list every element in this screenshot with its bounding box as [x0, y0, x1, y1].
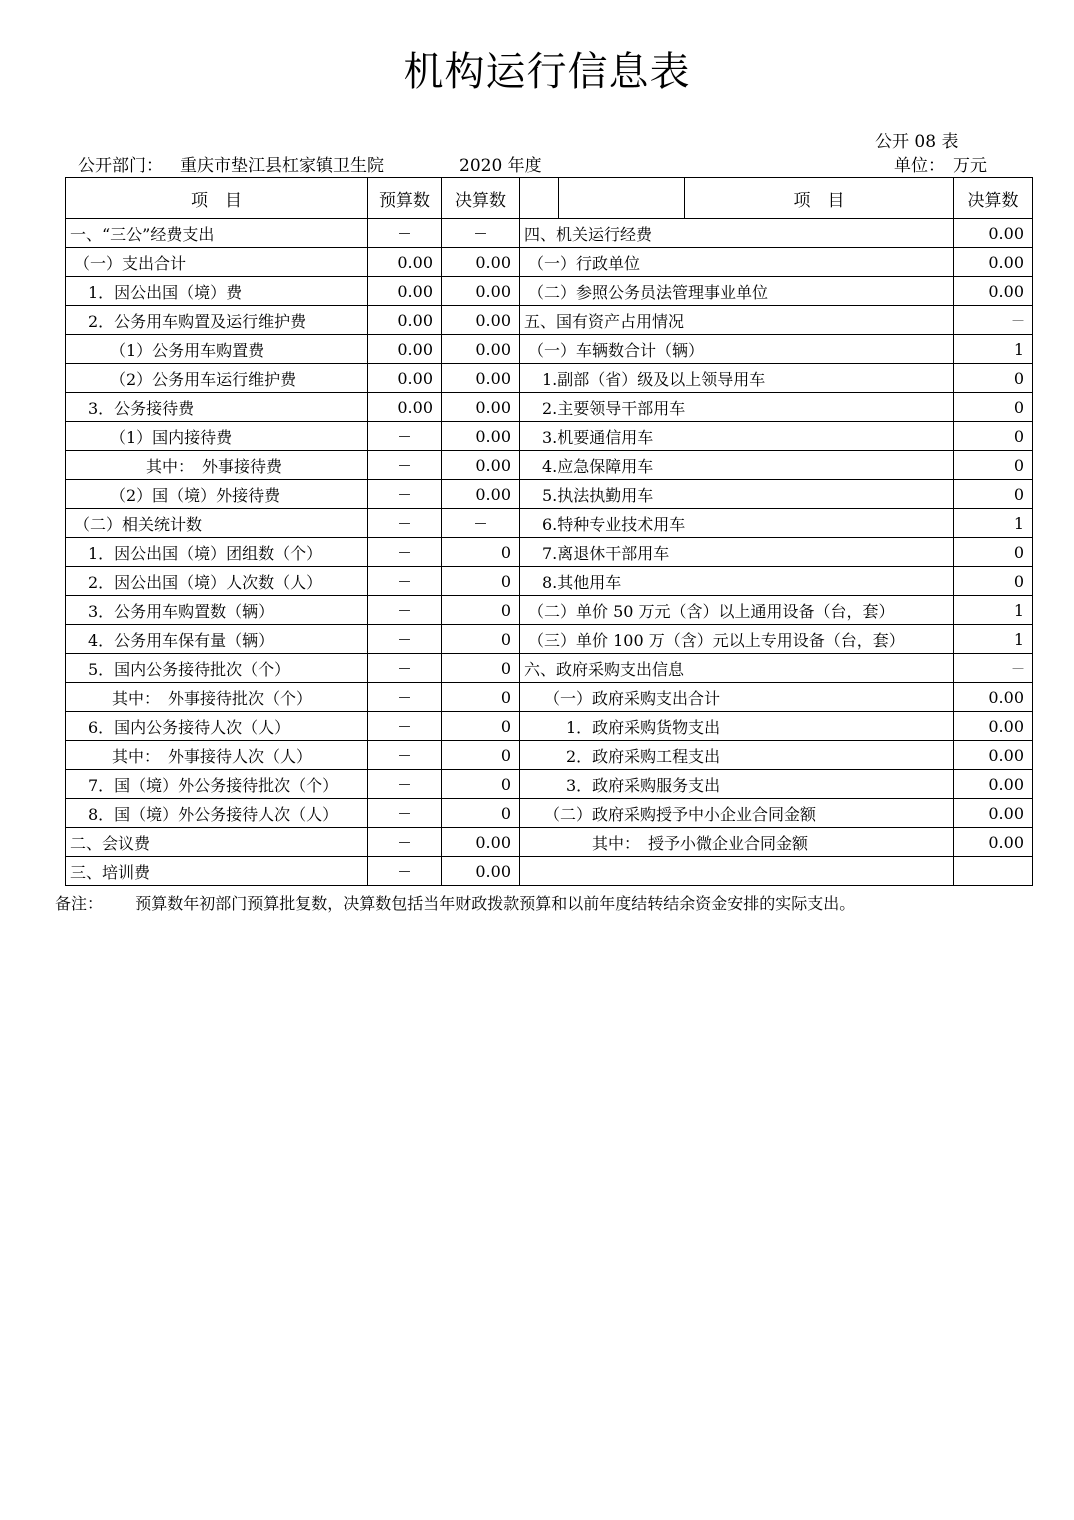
table-row	[66, 422, 1033, 451]
right-final-value: 0.00	[954, 741, 1033, 770]
left-budget-value: 0.00	[368, 248, 442, 277]
left-final-value: 0	[442, 770, 520, 799]
header-blank-a	[520, 178, 559, 219]
right-item-label: 4.应急保障用车	[520, 451, 954, 480]
dept-label: 公开部门：	[78, 156, 163, 176]
right-final-value: 0	[954, 393, 1033, 422]
left-final-value: —	[442, 509, 520, 538]
table-row	[66, 306, 1033, 335]
right-final-value	[954, 857, 1033, 886]
left-budget-value: —	[368, 625, 442, 654]
right-item-label: （三）单价 100 万（含）元以上专用设备（台，套）	[520, 625, 954, 654]
left-final-value: 0	[442, 538, 520, 567]
unit-value: 万元	[953, 156, 987, 176]
right-final-value: 0.00	[954, 828, 1033, 857]
left-item-label: 三、培训费	[66, 857, 368, 886]
header-blank-b	[559, 178, 685, 219]
table-row	[66, 509, 1033, 538]
left-budget-value: —	[368, 509, 442, 538]
right-item-label: 2.主要领导干部用车	[520, 393, 954, 422]
left-budget-value: —	[368, 538, 442, 567]
remark	[55, 891, 855, 914]
left-final-value: 0	[442, 625, 520, 654]
left-final-value: —	[442, 219, 520, 248]
right-item-label: 五、国有资产占用情况	[520, 306, 954, 335]
left-item-label: （一）支出合计	[66, 248, 368, 277]
right-item-label: 8.其他用车	[520, 567, 954, 596]
header-item-right: 项 目	[685, 178, 954, 219]
left-final-value: 0.00	[442, 277, 520, 306]
table-row	[66, 393, 1033, 422]
left-final-value: 0.00	[442, 248, 520, 277]
table-row	[66, 828, 1033, 857]
left-final-value: 0.00	[442, 451, 520, 480]
left-budget-value: 0.00	[368, 306, 442, 335]
left-item-label: 6．国内公务接待人次（人）	[66, 712, 368, 741]
left-budget-value: —	[368, 480, 442, 509]
table-row	[66, 567, 1033, 596]
unit-label: 单位：	[894, 156, 945, 176]
right-final-value: 1	[954, 335, 1033, 364]
header-final: 决算数	[442, 178, 520, 219]
right-final-value: 0	[954, 538, 1033, 567]
left-final-value: 0	[442, 799, 520, 828]
left-final-value: 0	[442, 596, 520, 625]
left-budget-value: —	[368, 712, 442, 741]
table-row	[66, 712, 1033, 741]
table-row	[66, 451, 1033, 480]
left-item-label: 1．因公出国（境）团组数（个）	[66, 538, 368, 567]
left-final-value: 0.00	[442, 422, 520, 451]
left-item-label: （1）国内接待费	[66, 422, 368, 451]
left-item-label: 7．国（境）外公务接待批次（个）	[66, 770, 368, 799]
form-number: 公开 08 表	[875, 132, 959, 152]
left-final-value: 0	[442, 741, 520, 770]
left-budget-value: 0.00	[368, 335, 442, 364]
left-final-value: 0	[442, 567, 520, 596]
left-budget-value: 0.00	[368, 393, 442, 422]
right-item-label: （二）参照公务员法管理事业单位	[520, 277, 954, 306]
table-row	[66, 654, 1033, 683]
left-item-label: 一、“三公”经费支出	[66, 219, 368, 248]
left-final-value: 0.00	[442, 364, 520, 393]
right-item-label: 3.机要通信用车	[520, 422, 954, 451]
right-item-label: 其中： 授予小微企业合同金额	[520, 828, 954, 857]
right-item-label: （一）政府采购支出合计	[520, 683, 954, 712]
right-final-value: 1	[954, 596, 1033, 625]
left-budget-value: —	[368, 422, 442, 451]
right-final-value: 0.00	[954, 770, 1033, 799]
left-item-label: 4．公务用车保有量（辆）	[66, 625, 368, 654]
left-budget-value: —	[368, 770, 442, 799]
right-final-value: 0.00	[954, 219, 1033, 248]
table-row	[66, 335, 1033, 364]
left-item-label: 2．因公出国（境）人次数（人）	[66, 567, 368, 596]
table-row	[66, 538, 1033, 567]
table-row	[66, 625, 1033, 654]
right-item-label: 六、政府采购支出信息	[520, 654, 954, 683]
left-budget-value: —	[368, 857, 442, 886]
table-row	[66, 741, 1033, 770]
right-final-value: 0.00	[954, 799, 1033, 828]
left-budget-value: —	[368, 451, 442, 480]
left-budget-value: —	[368, 219, 442, 248]
table-row	[66, 857, 1033, 886]
table-row	[66, 770, 1033, 799]
remark-text: 预算数年初部门预算批复数，决算数包括当年财政拨款预算和以前年度结转结余资金安排的实际支出。	[135, 894, 856, 913]
table-row	[66, 364, 1033, 393]
table-row	[66, 248, 1033, 277]
left-final-value: 0.00	[442, 857, 520, 886]
right-final-value: 0.00	[954, 248, 1033, 277]
right-final-value: —	[954, 306, 1033, 335]
info-table	[65, 177, 1033, 886]
right-final-value: 1	[954, 625, 1033, 654]
right-item-label: 1．政府采购货物支出	[520, 712, 954, 741]
right-item-label: 四、机关运行经费	[520, 219, 954, 248]
right-item-label: （二）政府采购授予中小企业合同金额	[520, 799, 954, 828]
right-item-label: 1.副部（省）级及以上领导用车	[520, 364, 954, 393]
left-budget-value: 0.00	[368, 364, 442, 393]
right-final-value: 0.00	[954, 683, 1033, 712]
left-final-value: 0.00	[442, 828, 520, 857]
table-row	[66, 480, 1033, 509]
page-title: 机构运行信息表	[403, 49, 691, 95]
left-final-value: 0	[442, 654, 520, 683]
left-item-label: （二）相关统计数	[66, 509, 368, 538]
header-final-right: 决算数	[954, 178, 1033, 219]
right-final-value: 0	[954, 567, 1033, 596]
left-budget-value: —	[368, 799, 442, 828]
left-budget-value: —	[368, 654, 442, 683]
table-row	[66, 219, 1033, 248]
left-final-value: 0.00	[442, 306, 520, 335]
left-budget-value: —	[368, 828, 442, 857]
left-item-label: 8．国（境）外公务接待人次（人）	[66, 799, 368, 828]
left-item-label: 二、会议费	[66, 828, 368, 857]
left-final-value: 0	[442, 712, 520, 741]
table-row	[66, 683, 1033, 712]
left-item-label: （2）国（境）外接待费	[66, 480, 368, 509]
right-final-value: 0	[954, 364, 1033, 393]
right-item-label: 7.离退休干部用车	[520, 538, 954, 567]
left-final-value: 0.00	[442, 393, 520, 422]
left-item-label: （1）公务用车购置费	[66, 335, 368, 364]
right-item-label: （二）单价 50 万元（含）以上通用设备（台，套）	[520, 596, 954, 625]
right-item-label: （一）行政单位	[520, 248, 954, 277]
left-item-label: 其中： 外事接待批次（个）	[66, 683, 368, 712]
table-row	[66, 596, 1033, 625]
right-final-value: 0	[954, 422, 1033, 451]
header-budget: 预算数	[368, 178, 442, 219]
right-final-value: 0	[954, 451, 1033, 480]
left-budget-value: —	[368, 567, 442, 596]
left-budget-value: —	[368, 683, 442, 712]
left-final-value: 0.00	[442, 335, 520, 364]
right-final-value: 0.00	[954, 277, 1033, 306]
left-item-label: 3．公务用车购置数（辆）	[66, 596, 368, 625]
left-item-label: 其中： 外事接待人次（人）	[66, 741, 368, 770]
left-item-label: 5．国内公务接待批次（个）	[66, 654, 368, 683]
right-final-value: 0	[954, 480, 1033, 509]
fiscal-year: 2020 年度	[459, 156, 542, 176]
dept-name: 重庆市垫江县杠家镇卫生院	[180, 156, 384, 176]
left-final-value: 0.00	[442, 480, 520, 509]
left-item-label: 其中： 外事接待费	[66, 451, 368, 480]
left-budget-value: —	[368, 741, 442, 770]
left-budget-value: —	[368, 596, 442, 625]
right-item-label: 6.特种专业技术用车	[520, 509, 954, 538]
left-item-label: （2）公务用车运行维护费	[66, 364, 368, 393]
right-item-label	[520, 857, 954, 886]
left-item-label: 1．因公出国（境）费	[66, 277, 368, 306]
table-row	[66, 277, 1033, 306]
right-final-value: —	[954, 654, 1033, 683]
header-item-left: 项 目	[66, 178, 368, 219]
remark-label: 备注：	[55, 894, 104, 913]
right-item-label: 3．政府采购服务支出	[520, 770, 954, 799]
left-final-value: 0	[442, 683, 520, 712]
left-item-label: 3．公务接待费	[66, 393, 368, 422]
left-item-label: 2．公务用车购置及运行维护费	[66, 306, 368, 335]
right-final-value: 0.00	[954, 712, 1033, 741]
right-item-label: 2．政府采购工程支出	[520, 741, 954, 770]
right-final-value: 1	[954, 509, 1033, 538]
left-budget-value: 0.00	[368, 277, 442, 306]
right-item-label: 5.执法执勤用车	[520, 480, 954, 509]
table-row	[66, 799, 1033, 828]
table-header-row	[66, 178, 1033, 219]
right-item-label: （一）车辆数合计（辆）	[520, 335, 954, 364]
